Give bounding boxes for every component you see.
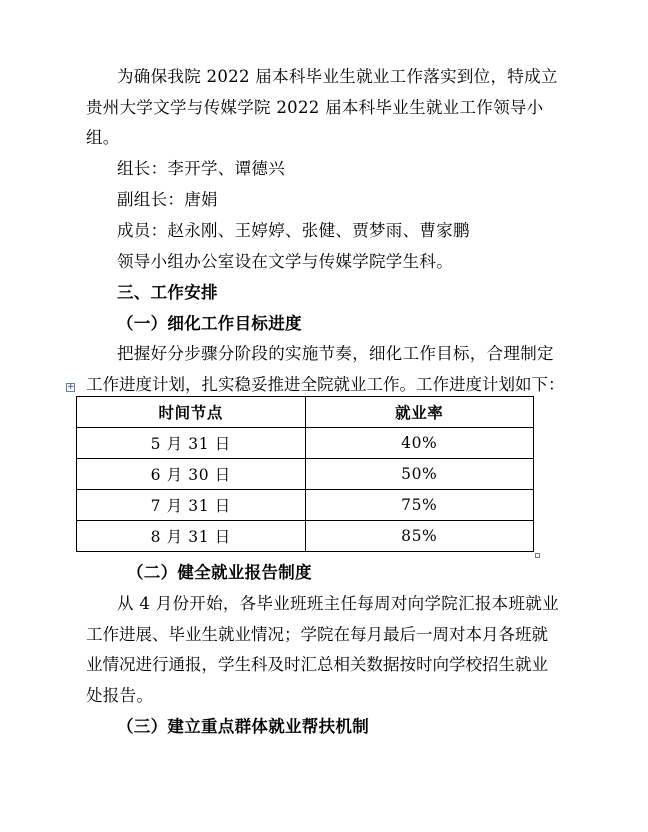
progress-plan-table bbox=[76, 396, 534, 552]
table-row bbox=[77, 428, 534, 459]
subsection-2-para-line-2: 工作进展、毕业生就业情况；学院在每月最后一周对本月各班就 bbox=[86, 625, 548, 644]
column-header-time: 时间节点 bbox=[77, 397, 306, 428]
leader-line: 组长：李开学、谭德兴 bbox=[117, 159, 285, 178]
intro-line-3: 组。 bbox=[86, 128, 120, 147]
rate-cell: 75% bbox=[305, 490, 534, 521]
table-move-handle-icon[interactable]: + bbox=[67, 382, 75, 392]
table-resize-handle[interactable] bbox=[535, 553, 540, 558]
intro-line-2: 贵州大学文学与传媒学院 2022 届本科毕业生就业工作领导小 bbox=[86, 98, 544, 117]
subsection-1-para-line-2: 工作进度计划，扎实稳妥推进全院就业工作。工作进度计划如下： bbox=[86, 375, 565, 394]
rate-cell: 85% bbox=[305, 521, 534, 552]
table-row bbox=[77, 521, 534, 552]
office-line: 领导小组办公室设在文学与传媒学院学生科。 bbox=[117, 252, 453, 271]
deputy-leader-line: 副组长：唐娟 bbox=[117, 190, 218, 209]
column-header-rate: 就业率 bbox=[305, 397, 534, 428]
intro-line-1: 为确保我院 2022 届本科毕业生就业工作落实到位，特成立 bbox=[117, 67, 558, 86]
table-header-row bbox=[77, 397, 534, 428]
table-row bbox=[77, 459, 534, 490]
table-row bbox=[77, 490, 534, 521]
subsection-2-heading: （二）健全就业报告制度 bbox=[127, 563, 312, 582]
rate-cell: 40% bbox=[305, 428, 534, 459]
time-cell: 8 月 31 日 bbox=[77, 521, 306, 552]
rate-cell: 50% bbox=[305, 459, 534, 490]
time-cell: 6 月 30 日 bbox=[77, 459, 306, 490]
subsection-1-heading: （一）细化工作目标进度 bbox=[117, 314, 302, 333]
subsection-3-heading: （三）建立重点群体就业帮扶机制 bbox=[117, 717, 369, 736]
section-3-heading: 三、工作安排 bbox=[117, 283, 218, 302]
subsection-1-para-line-1: 把握好分步骤分阶段的实施节奏，细化工作目标，合理制定 bbox=[117, 344, 554, 363]
time-cell: 5 月 31 日 bbox=[77, 428, 306, 459]
subsection-2-para-line-3: 业情况进行通报，学生科及时汇总相关数据按时向学校招生就业 bbox=[86, 655, 548, 674]
time-cell: 7 月 31 日 bbox=[77, 490, 306, 521]
members-line: 成员：赵永刚、王婷婷、张健、贾梦雨、曹家鹏 bbox=[117, 221, 470, 240]
subsection-2-para-line-1: 从 4 月份开始，各毕业班班主任每周对向学院汇报本班就业 bbox=[117, 594, 559, 613]
subsection-2-para-line-4: 处报告。 bbox=[86, 686, 154, 705]
